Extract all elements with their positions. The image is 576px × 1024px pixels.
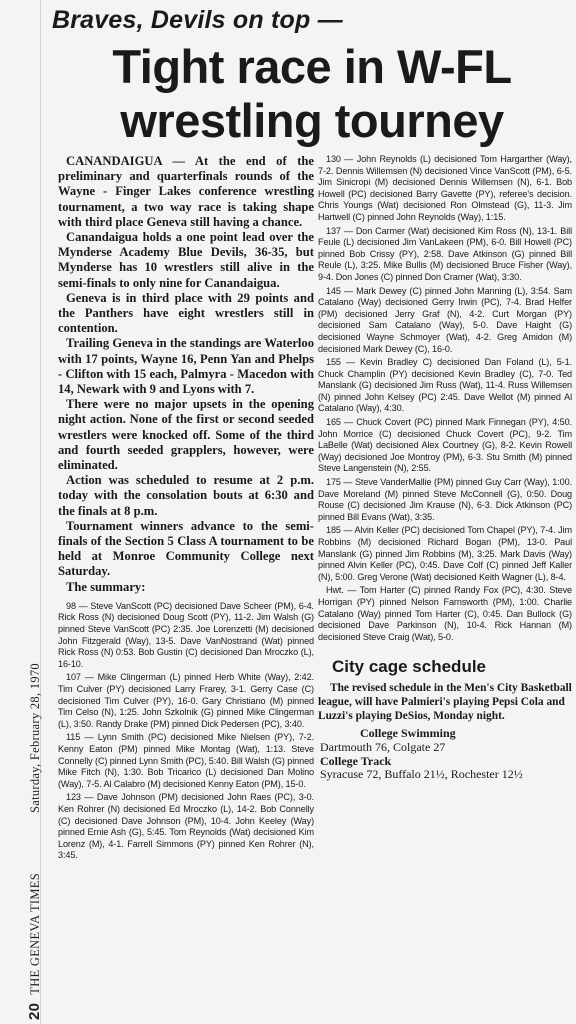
box-title: City cage schedule xyxy=(332,657,487,677)
weight-class-result: 165 — Chuck Covert (PC) pinned Mark Finnegan (PY), 4:50. John Morrice (C) decisioned Chuck Covert (PC), 9-2. Tim LaBelle (Wat) decisioned Alex Courtney (G), 8-2. Kevin Rowell (Way) decisioned Joe Montroy (PM), 6-3. Stu Smith (M) pinned Steve Langenstein (N), 2:55. xyxy=(318,417,572,474)
page-margin-strip xyxy=(2,560,43,1020)
box-text: The revised schedule in the Men's City Basketball league, will have Palmieri's playing Pepsi Cola and Luzzi's playing DeSios, Monday night. xyxy=(318,682,572,723)
scores-line-swimming: Dartmouth 76, Colgate 27 xyxy=(320,739,446,754)
weight-class-result: 175 — Steve VanderMallie (PM) pinned Guy Carr (Way), 1:00. Dave Moreland (M) pinned Steve McConnell (G), 0:50. Doug Rouse (C) decisioned Jim Krause (N), 6-3. Dick Atkinson (PC) pinned Bill Evans (Wat), 3:35. xyxy=(318,477,572,522)
summary-label: The summary: xyxy=(66,579,146,594)
city-cage-schedule-box xyxy=(318,657,572,781)
issue-date: Saturday, February 28, 1970 xyxy=(28,663,42,813)
headline-kicker: Braves, Devils on top — xyxy=(52,6,343,34)
weight-class-result: 130 — John Reynolds (L) decisioned Tom Hargarther (Way), 7-2. Dennis Willemsen (N) decisioned Vince VanScott (PM), 6-5. Jim Sinicropi (M) decisioned Dennis Willemsen (N), 6-1. Bob Howell (PC) decisioned Barry Gavette (PY), referee's decision. Chris Youngs (Wat) decisioned Ron Olmstead (G), 11-3. Jim Hartwell (C) pinned John Reynolds (Way), 1:15. xyxy=(318,154,572,222)
weight-class-result: 98 — Steve VanScott (PC) decisioned Dave Scheer (PM), 6-4. Rick Ross (N) decisioned Doug Scott (PY), 11-2. Jim Walsh (G) pinned Steve VanScott (PC) 2:35. Joe Lorenzetti (M) decisioned John Fitzgerald (Way), 13-5. Dave VanNostrand (Wat) pinned Rick Ross (N) 0:53. Bob Gustin (C) decisioned Dan Mroczko (L), 16-10. xyxy=(58,600,314,669)
newspaper-name: THE GENEVA TIMES xyxy=(28,873,42,995)
lead-paragraph: CANANDAIGUA — At the end of the preliminary and quarterfinals rounds of the Wayne - Finger Lakes conference wrestling tournament, a two way race is taking shape with third place Geneva still having a chance. xyxy=(58,154,314,229)
lead-paragraph: Geneva is in third place with 29 points and the Panthers have eight wrestlers still in contention. xyxy=(58,290,314,336)
scores-line-track: Syracuse 72, Buffalo 21½, Rochester 12½ xyxy=(320,767,523,782)
weight-class-result: 185 — Alvin Keller (PC) decisioned Tom Chapel (PY), 7-4. Jim Robbins (M) decisioned Richard Bogan (PM), 13-0. Paul Manslank (G) pinned Jim Robbins (M), 3:25. Mark Davis (Way) pinned Alvin Keller (PC), 0:45. Dave Colf (C) pinned Jeff Kaller (N), 5:00. Greg Verone (Wat) decisioned Keith Wagner (L), 8-4. xyxy=(318,525,572,582)
article-column-right xyxy=(318,154,572,782)
headline-line-1: Tight race in W-FL xyxy=(112,40,512,93)
weight-class-result: 155 — Kevin Bradley C) decisioned Dan Foland (L), 5-1. Chuck Champlin (PY) decisioned Kevin Bradley (C), 7-0. Ted Manslank (G) decisioned Jim Russ (Wat), 11-4. Russ Willemsen (N) pinned John Kelsey (PC) 2:45. Dave Wellot (M) pinned Al Catalano (Way), 4:30. xyxy=(318,357,572,414)
weight-class-result: 123 — Dave Johnson (PM) decisioned John Raes (PC), 3-0. Ken Rohrer (N) decisioned Ed Mroczko (L), 14-2. Bob Connelly (C) decisioned Dave Johnson (PM), 10-4. John Keeley (Way) pinned Ernie Ash (G), 5:45. Tom Reynolds (Wat) decisioned Kim Lorenz (M), 4-1. Farrell Simmons (PY) pinned Ken Rohrer (N), 3:45. xyxy=(58,792,314,861)
headline-line-2: wrestling tourney xyxy=(120,94,504,147)
page-footer-rotated xyxy=(26,663,43,1020)
college-scores xyxy=(318,727,572,781)
scores-heading-swimming: College Swimming xyxy=(360,726,456,741)
article-column-left xyxy=(58,154,314,864)
lead-paragraph: Tournament winners advance to the semi-finals of the Section 5 Class A tournament to be held at Monroe Community College next Saturday. xyxy=(58,518,314,579)
lead-paragraph: Trailing Geneva in the standings are Waterloo with 17 points, Wayne 16, Penn Yan and Phelps - Clifton with 15 each, Palmyra - Macedon with 14, Newark with 9 and Lyons with 7. xyxy=(58,336,314,397)
lead-paragraph: Canandaigua holds a one point lead over the Mynderse Academy Blue Devils, 36-35, but Mynderse has 10 wrestlers still alive in the semi-finals to only nine for Canandaigua. xyxy=(58,230,314,290)
weight-class-result: 115 — Lynn Smith (PC) decisioned Mike Nielsen (PY), 7-2. Kenny Eaton (PM) pinned Mike Montag (Wat), 1:13. Steve Connelly (C) pinned Lynn Smith (PC), 5:40. Bill Walsh (G) pinned Mike Fitch (N), 1:30. Bob Tricarico (L) decisioned Dan Molino (Way), 7-5. Al Calabro (M) decisioned Kenny Eaton (PM), 15-0. xyxy=(58,732,314,789)
lead-paragraph: There were no major upsets in the opening night action. None of the first or second seeded wrestlers were knocked off. Some of the third and fourth seeded grapplers, however, were eliminated. xyxy=(58,397,314,473)
weight-class-result: 137 — Don Carmer (Wat) decisioned Kim Ross (N), 13-1. Bill Feule (L) decisioned Jim VanLakeen (PM), 6-0. Bill Howell (PC) pinned Bob Crissy (PY), 2:58. Dave Atkinson (G) pinned Bill Reule (L), 3:25. Mike Bullis (M) decisioned Bruce Fisher (Way), 9-4. Don Jones (C) pinned Don Cramer (Wat), 3:30. xyxy=(318,225,572,282)
lead-paragraph: Action was scheduled to resume at 2 p.m. today with the consolation bouts at 6:30 and the finals at 8 p.m. xyxy=(58,473,314,518)
weight-class-result: 145 — Mark Dewey (C) pinned John Manning (L), 3:54. Sam Catalano (Way) decisioned Gerry Irwin (PC), 7-4. Brad Helfer (PM) decisioned Jerry Graf (N), 4-2. Curt Morgan (PY) decisioned Sam Catalano (Way), 5-0. Dave Haight (G) decisioned Wayne Schmoyer (Wat), 4-2. Greg Amidon (M) decisioned Mark Dewey (C), 16-0. xyxy=(318,285,572,354)
scores-heading-track: College Track xyxy=(320,753,392,768)
weight-class-result: Hwt. — Tom Harter (C) pinned Randy Fox (PC), 4:30. Steve Horrigan (PY) pinned Nelson Farnsworth (PM), 1:00. Charlie Catalano (Way) pinned Tom Harter (C), 0:45. Dan Bullock (G) decisioned Dave Parkinson (N), 10-4. Rick Hannan (M) decisioned Steve Craig (Wat), 5-0. xyxy=(318,585,572,642)
weight-class-result: 107 — Mike Clingerman (L) pinned Herb White (Way), 2:42. Tim Culver (PY) decisioned Larry Frarey, 3-1. Gerry Case (C) decisioned Tim Culver (PY), 16-0. Gary Christiano (M) pinned Tim Celso (N), 1:25. John Szkolnik (G) pinned Mike Clingerman (L), 3:50. Randy Drake (PM) pinned Dick Pedersen (PC), 3:40. xyxy=(58,672,314,729)
page-number: 20 xyxy=(26,1002,43,1020)
headline xyxy=(52,40,572,148)
